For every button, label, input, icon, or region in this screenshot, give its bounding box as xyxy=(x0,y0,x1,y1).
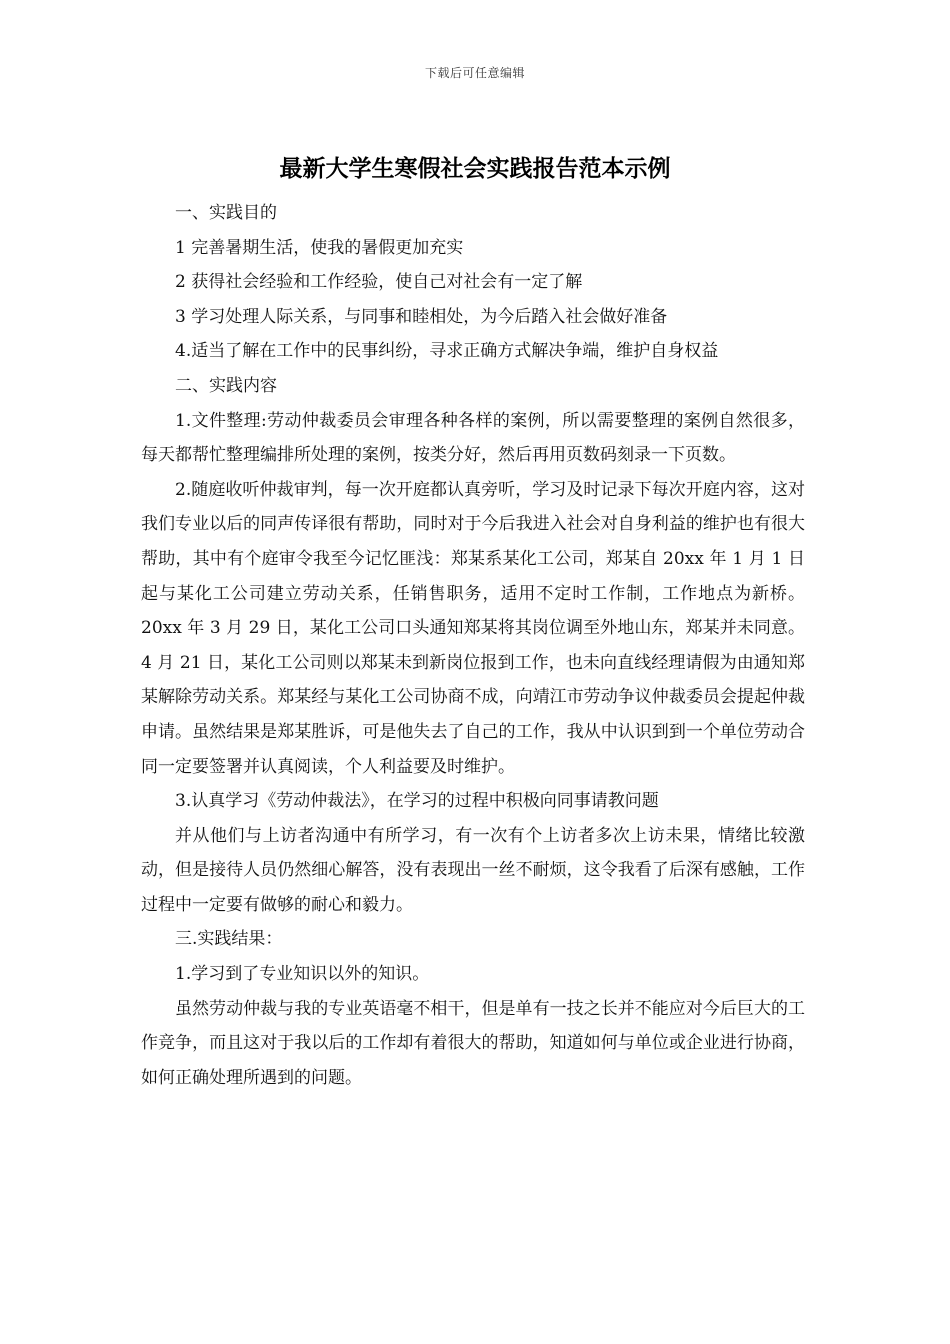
header-note: 下载后可任意编辑 xyxy=(424,66,525,80)
purpose-item-1: 1 完善暑期生活，使我的暑假更加充实 xyxy=(175,237,464,258)
results-item-1: 1.学习到了专业知识以外的知识。 xyxy=(175,964,430,985)
purpose-item-4: 4.适当了解在工作中的民事纠纷，寻求正确方式解决争端，维护自身权益 xyxy=(175,341,719,362)
section-heading-purpose: 一、实践目的 xyxy=(175,203,277,223)
document-body xyxy=(141,196,805,1095)
content-paragraph-3: 3.认真学习《劳动仲裁法》，在学习的过程中积极向同事请教问题 xyxy=(175,791,659,812)
content-paragraph-1: 1.文件整理:劳动仲裁委员会审理各种各样的案例，所以需要整理的案例自然很多，每天都帮忙整理编排所处理的案例，按类分好，然后再用页数码刻录一下页数。 xyxy=(141,410,805,466)
document-title: 最新大学生寒假社会实践报告范本示例 xyxy=(279,156,671,182)
content-paragraph-4: 并从他们与上访者沟通中有所学习，有一次有个上访者多次上访未果，情绪比较激动，但是接待人员仍然细心解答，没有表现出一丝不耐烦，这令我看了后深有感触，工作过程中一定要有做够的耐心和毅力。 xyxy=(141,825,805,915)
section-heading-content: 二、实践内容 xyxy=(175,375,277,396)
results-paragraph-1: 虽然劳动仲裁与我的专业英语毫不相干，但是单有一技之长并不能应对今后巨大的工作竞争，而且这对于我以后的工作却有着很大的帮助，知道如何与单位或企业进行协商，如何正确处理所遇到的问题。 xyxy=(141,998,805,1088)
purpose-item-3: 3 学习处理人际关系，与同事和睦相处，为今后踏入社会做好准备 xyxy=(175,306,668,327)
content-paragraph-2: 2.随庭收听仲裁审判，每一次开庭都认真旁听，学习及时记录下每次开庭内容，这对我们专业以后的同声传译很有帮助，同时对于今后我进入社会对自身利益的维护也有很大帮助，其中有个庭审令我至今记忆匪浅：郑某系某化工公司，郑某自 20xx 年 1 月 1 日起与某化工公司建立劳动关系，任销售职务，适用不定时工作制，工作地点为新桥。20xx 年 3 月 29 日，某化工公司口头通知郑某将其岗位调至外地山东，郑某并未同意。4 月 21 日，某化工公司则以郑某未到新岗位报到工作，也未向直线经理请假为由通知郑某解除劳动关系。郑某经与某化工公司协商不成，向靖江市劳动争议仲裁委员会提起仲裁申请。虽然结果是郑某胜诉，可是他失去了自己的工作，我从中认识到到一个单位劳动合同一定要签署并认真阅读，个人利益要及时维护。 xyxy=(141,479,805,777)
section-heading-results: 三.实践结果： xyxy=(175,929,283,950)
purpose-item-2: 2 获得社会经验和工作经验，使自己对社会有一定了解 xyxy=(175,272,583,293)
